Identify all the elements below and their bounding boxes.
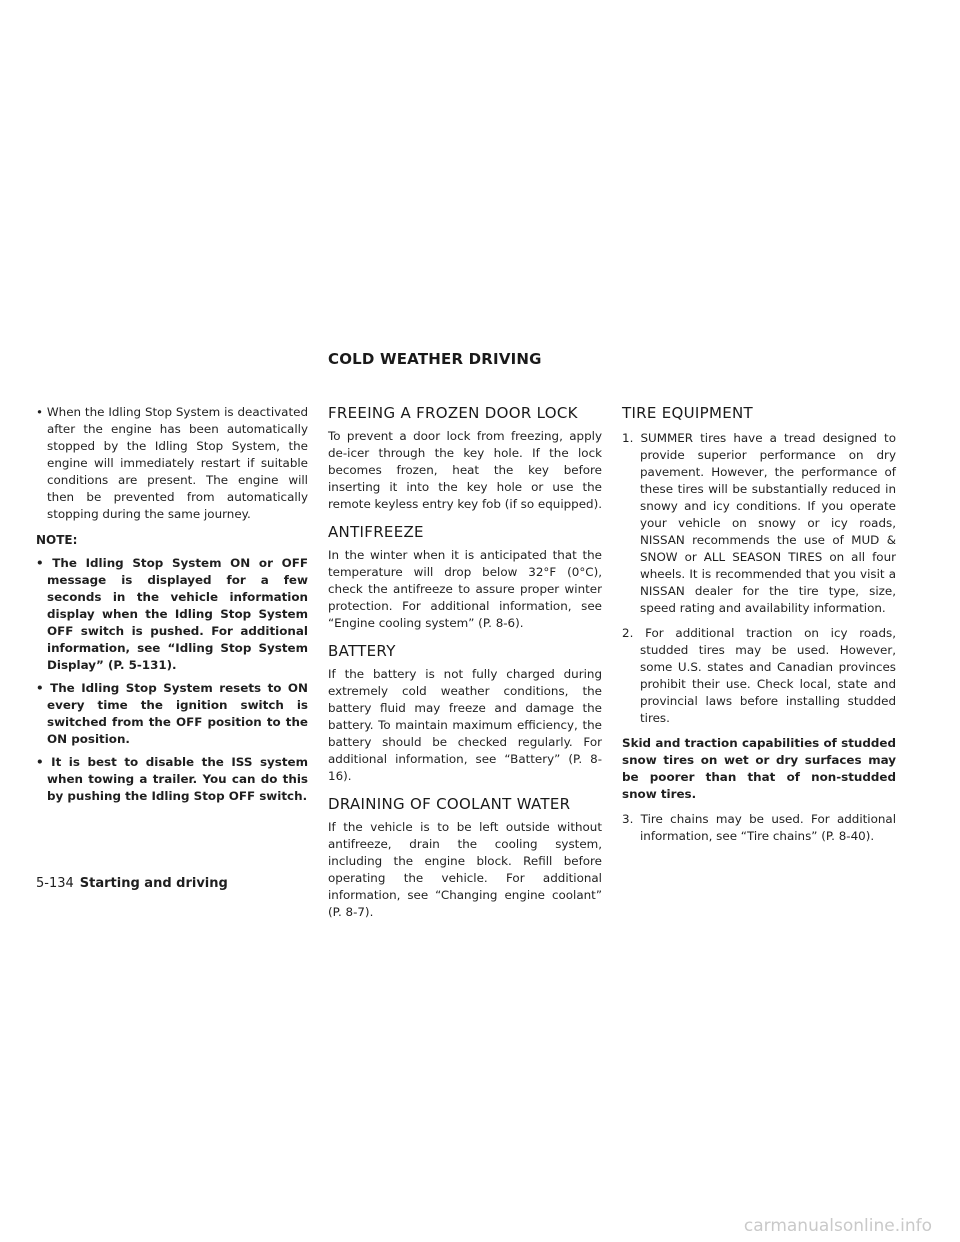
coolant-section [328, 795, 602, 921]
list-item: 3. Tire chains may be used. For additional information, see “Tire chains” (P. 8-40). [622, 812, 896, 843]
antifreeze-section [328, 523, 602, 632]
section-heading: TIRE EQUIPMENT [622, 404, 753, 422]
idling-stop-bullet: • When the Idling Stop System is deactivated after the engine has been automatically stopped by the Idling Stop System, the engine will immediately restart if suitable conditions are present. The engine will then be prevented from automatically stopping during the same journey. [36, 405, 308, 521]
watermark: carmanualsonline.info [743, 1216, 932, 1236]
section-heading: BATTERY [328, 642, 396, 660]
section-text: To prevent a door lock from freezing, apply de-icer through the key hole. If the lock becomes frozen, heat the key before inserting it into the key hole or use the remote keyless entry key fob (if so equipped). [328, 429, 603, 511]
note-label: NOTE: [36, 533, 78, 547]
page-section-name: Starting and driving [79, 876, 228, 891]
section-text: If the battery is not fully charged during extremely cold weather conditions, the battery fluid may freeze and damage the battery. To maintain maximum efficiency, the battery should be checked regularly. For additional information, see “Battery” (P. 8-16). [328, 667, 602, 783]
section-title: COLD WEATHER DRIVING [328, 350, 542, 368]
section-text: In the winter when it is anticipated that the temperature will drop below 32°F (0°C), check the antifreeze to assure proper winter protection. For additional information, see “Engine cooling system” (P. 8-6). [328, 548, 602, 630]
middle-column [328, 404, 602, 931]
warning-text: Skid and traction capabilities of studded snow tires on wet or dry surfaces may be poorer than that of non-studded snow tires. [622, 736, 896, 801]
battery-section [328, 642, 602, 785]
section-heading: DRAINING OF COOLANT WATER [328, 795, 571, 813]
page-number: 5-134 [36, 876, 74, 891]
section-heading: ANTIFREEZE [328, 523, 424, 541]
page-footer [36, 876, 228, 891]
right-column [622, 404, 896, 845]
list-item: 2. For additional traction on icy roads, studded tires may be used. However, some U.S. states and Canadian provinces prohibit their use. Check local, state and provincial laws before installing studded tires. [622, 626, 896, 725]
note-item: • The Idling Stop System ON or OFF message is displayed for a few seconds in the vehicle information display when the Idling Stop System OFF switch is pushed. For additional information, see “Idling Stop System Display” (P. 5-131). [36, 556, 308, 672]
frozen-door-lock-section [328, 404, 602, 513]
left-column [36, 404, 308, 805]
section-heading: FREEING A FROZEN DOOR LOCK [328, 404, 578, 422]
section-text: If the vehicle is to be left outside without antifreeze, drain the cooling system, including the engine block. Refill before operating the vehicle. For additional information, see “Changing engine coolant” (P. 8-7). [328, 820, 602, 919]
list-item: 1. SUMMER tires have a tread designed to provide superior performance on dry pavement. However, the performance of these tires will be substantially reduced in snowy and icy conditions. If you operate your vehicle on snowy or icy roads, NISSAN recommends the use of MUD & SNOW or ALL SEASON TIRES on all four wheels. It is recommended that you visit a NISSAN dealer for the tire type, size, speed rating and availability information. [622, 431, 896, 615]
note-item: • The Idling Stop System resets to ON every time the ignition switch is switched from the OFF position to the ON position. [36, 681, 308, 746]
note-item: • It is best to disable the ISS system when towing a trailer. You can do this by pushing the Idling Stop OFF switch. [36, 755, 308, 803]
